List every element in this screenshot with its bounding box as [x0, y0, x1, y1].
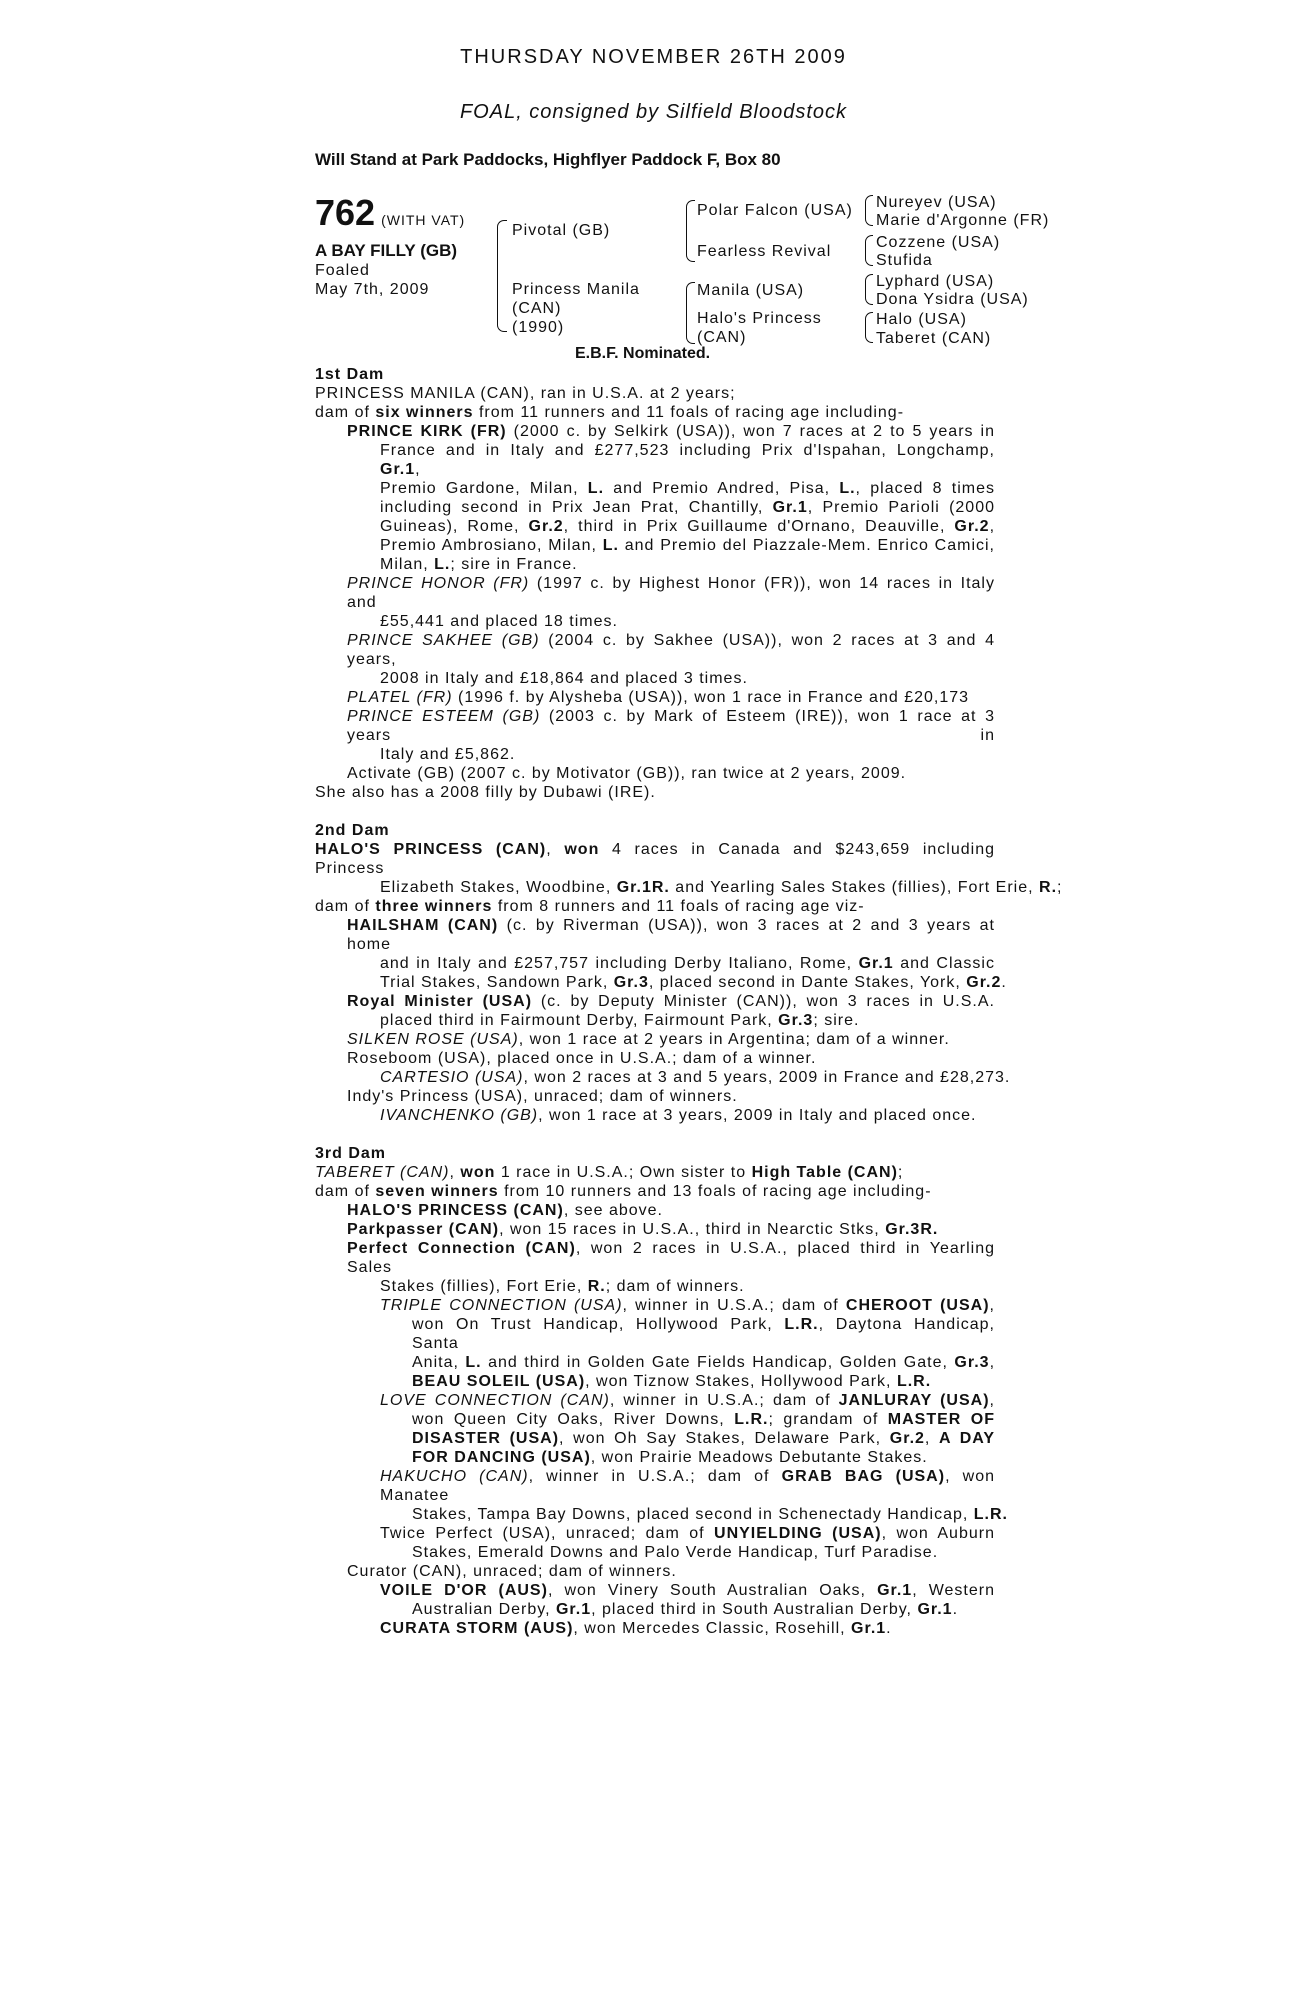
produce-entry-line: FOR DANCING (USA), won Prairie Meadows Debutante Stakes.	[412, 1449, 928, 1466]
produce-entry-line: placed third in Fairmount Derby, Fairmount Park, Gr.3; sire.	[380, 1012, 860, 1029]
section-gap	[315, 1125, 995, 1144]
pedigree-brace-dam	[686, 282, 695, 344]
first-dam-heading: 1st Dam	[315, 366, 385, 383]
pedigree-brace-main	[497, 220, 507, 332]
produce-entry-line: BEAU SOLEIL (USA), won Tiznow Stakes, Hollywood Park, L.R.	[412, 1373, 932, 1390]
pedigree-dam-year: (1990)	[512, 319, 565, 336]
second-dam-line: HALO'S PRINCESS (CAN), won 4 races in Canada and $243,659 including Princess	[315, 841, 996, 877]
foaled-date: May 7th, 2009	[315, 281, 430, 298]
second-dam-heading: 2nd Dam	[315, 822, 390, 839]
pedigree-dam-sire: Manila (USA)	[697, 282, 805, 299]
pedigree-dam-dam-name: Halo's Princess	[697, 310, 822, 327]
third-dam-line: TABERET (CAN), won 1 race in U.S.A.; Own sister to High Table (CAN);	[315, 1164, 904, 1181]
produce-entry-line: Stakes, Tampa Bay Downs, placed second in Schenectady Handicap, L.R.	[412, 1506, 1008, 1523]
pedigree-dam-name: Princess Manila	[512, 281, 640, 298]
produce-entry-line: £55,441 and placed 18 times.	[380, 613, 618, 630]
produce-entry: Roseboom (USA), placed once in U.S.A.; dam of a winner.	[347, 1050, 817, 1067]
sale-date: THURSDAY NOVEMBER 26TH 2009	[460, 46, 847, 68]
pedigree-brace-g1	[865, 195, 873, 226]
produce-entry: HAILSHAM (CAN) (c. by Riverman (USA)), won 3 races at 2 and 3 years at home	[347, 917, 996, 953]
produce-entry: PRINCE HONOR (FR) (1997 c. by Highest Honor (FR)), won 14 races in Italy and	[347, 575, 995, 611]
produce-entry-line: France and in Italy and £277,523 including Prix d'Ispahan, Longchamp, Gr.1,	[380, 442, 995, 478]
produce-entry: HAKUCHO (CAN), winner in U.S.A.; dam of GRAB BAG (USA), won Manatee	[380, 1468, 996, 1504]
produce-entry-line: Australian Derby, Gr.1, placed third in South Australian Derby, Gr.1.	[412, 1601, 959, 1618]
lot-header	[315, 192, 465, 234]
produce-entry-line: Stakes, Emerald Downs and Palo Verde Handicap, Turf Paradise.	[412, 1544, 939, 1561]
produce-entry: Activate (GB) (2007 c. by Motivator (GB)), ran twice at 2 years, 2009.	[347, 765, 907, 782]
stabling-location: Will Stand at Park Paddocks, Highflyer Paddock F, Box 80	[315, 150, 781, 169]
pedigree-ggs-6: Dona Ysidra (USA)	[876, 291, 1029, 308]
vat-note: (WITH VAT)	[381, 212, 466, 228]
pedigree-dam-country: (CAN)	[512, 300, 562, 317]
second-dam-line: Elizabeth Stakes, Woodbine, Gr.1R. and Yearling Sales Stakes (fillies), Fort Erie, R.;	[380, 879, 1063, 896]
produce-entry: Royal Minister (USA) (c. by Deputy Minister (CAN)), won 3 races in U.S.A.	[347, 993, 995, 1010]
pedigree-sire: Pivotal (GB)	[512, 222, 611, 239]
pedigree-ggs-5: Lyphard (USA)	[876, 273, 995, 290]
produce-entry-line: Milan, L.; sire in France.	[380, 556, 578, 573]
foaled-info	[315, 261, 429, 299]
produce-entry: LOVE CONNECTION (CAN), winner in U.S.A.; dam of JANLURAY (USA),	[380, 1392, 995, 1409]
produce-entry-line: 2008 in Italy and £18,864 and placed 3 times.	[380, 670, 748, 687]
pedigree-sire-sire: Polar Falcon (USA)	[697, 202, 853, 219]
produce-entry: CURATA STORM (AUS), won Mercedes Classic, Rosehill, Gr.1.	[380, 1620, 892, 1637]
produce-entry-line: DISASTER (USA), won Oh Say Stakes, Delaware Park, Gr.2, A DAY	[412, 1430, 995, 1447]
consignment-line: FOAL, consigned by Silfield Bloodstock	[459, 101, 848, 123]
pedigree-dam-dam-country: (CAN)	[697, 329, 747, 346]
produce-entry-line: Stakes (fillies), Fort Erie, R.; dam of winners.	[380, 1278, 745, 1295]
produce-note: She also has a 2008 filly by Dubawi (IRE).	[315, 784, 656, 801]
pedigree-brace-g2	[865, 235, 873, 266]
horse-name: A BAY FILLY (GB)	[315, 241, 458, 260]
produce-entry: Twice Perfect (USA), unraced; dam of UNYIELDING (USA), won Auburn	[380, 1525, 995, 1542]
produce-entry-line: Anita, L. and third in Golden Gate Fields Handicap, Golden Gate, Gr.3,	[412, 1354, 996, 1371]
pedigree-brace-g4	[865, 312, 873, 343]
produce-entry: CARTESIO (USA), won 2 races at 3 and 5 years, 2009 in France and £28,273.	[380, 1069, 1011, 1086]
foaled-label: Foaled	[315, 262, 370, 279]
pedigree-ggs-2: Marie d'Argonne (FR)	[876, 212, 1050, 229]
first-dam-produce-summary: dam of six winners from 11 runners and 11 foals of racing age including-	[315, 404, 905, 421]
produce-entry-line: won On Trust Handicap, Hollywood Park, L.R., Daytona Handicap, Santa	[412, 1316, 995, 1352]
first-dam-line: PRINCESS MANILA (CAN), ran in U.S.A. at 2 years;	[315, 385, 736, 402]
produce-entry: PRINCE ESTEEM (GB) (2003 c. by Mark of Esteem (IRE)), won 1 race at 3 years in	[347, 708, 995, 744]
pedigree-ggs-3: Cozzene (USA)	[876, 234, 1001, 251]
catalogue-body	[315, 365, 1063, 1638]
produce-entry: Parkpasser (CAN), won 15 races in U.S.A., third in Nearctic Stks, Gr.3R.	[347, 1221, 939, 1238]
produce-entry-line: Premio Gardone, Milan, L. and Premio Andred, Pisa, L., placed 8 times	[380, 480, 995, 497]
produce-entry: IVANCHENKO (GB), won 1 race at 3 years, 2009 in Italy and placed once.	[380, 1107, 977, 1124]
produce-entry-line: and in Italy and £257,757 including Derby Italiano, Rome, Gr.1 and Classic	[380, 955, 995, 972]
produce-entry: PLATEL (FR) (1996 f. by Alysheba (USA)), won 1 race in France and £20,173	[347, 689, 970, 706]
produce-entry-line: Trial Stakes, Sandown Park, Gr.3, placed second in Dante Stakes, York, Gr.2.	[380, 974, 1007, 991]
produce-entry-line: Guineas), Rome, Gr.2, third in Prix Guillaume d'Ornano, Deauville, Gr.2,	[380, 518, 996, 535]
pedigree-brace-g3	[865, 274, 873, 305]
produce-entry: PRINCE SAKHEE (GB) (2004 c. by Sakhee (USA)), won 2 races at 3 and 4 years,	[347, 632, 996, 668]
produce-entry: Perfect Connection (CAN), won 2 races in U.S.A., placed third in Yearling Sales	[347, 1240, 996, 1276]
second-dam-produce-summary: dam of three winners from 8 runners and 11 foals of racing age viz-	[315, 898, 865, 915]
ebf-nomination: E.B.F. Nominated.	[575, 345, 711, 362]
lot-number: 762	[315, 192, 376, 233]
pedigree-ggs-8: Taberet (CAN)	[876, 330, 992, 347]
produce-entry: TRIPLE CONNECTION (USA), winner in U.S.A.; dam of CHEROOT (USA),	[380, 1297, 995, 1314]
pedigree-sire-dam: Fearless Revival	[697, 243, 832, 260]
pedigree-ggs-7: Halo (USA)	[876, 311, 967, 328]
section-gap	[315, 802, 995, 821]
pedigree-dam	[512, 280, 640, 337]
produce-entry: Curator (CAN), unraced; dam of winners.	[347, 1563, 677, 1580]
produce-entry-line: Premio Ambrosiano, Milan, L. and Premio del Piazzale-Mem. Enrico Camici,	[380, 537, 995, 554]
third-dam-heading: 3rd Dam	[315, 1145, 387, 1162]
pedigree-brace-sire	[686, 200, 695, 262]
produce-entry-line: including second in Prix Jean Prat, Chantilly, Gr.1, Premio Parioli (2000	[380, 499, 996, 516]
pedigree-ggs-1: Nureyev (USA)	[876, 194, 997, 211]
produce-entry: SILKEN ROSE (USA), won 1 race at 2 years in Argentina; dam of a winner.	[347, 1031, 950, 1048]
third-dam-produce-summary: dam of seven winners from 10 runners and 13 foals of racing age including-	[315, 1183, 932, 1200]
produce-entry-line: Italy and £5,862.	[380, 746, 516, 763]
produce-entry: VOILE D'OR (AUS), won Vinery South Australian Oaks, Gr.1, Western	[380, 1582, 995, 1599]
produce-entry: Indy's Princess (USA), unraced; dam of winners.	[347, 1088, 738, 1105]
pedigree-ggs-4: Stufida	[876, 252, 933, 269]
produce-entry: PRINCE KIRK (FR) (2000 c. by Selkirk (USA)), won 7 races at 2 to 5 years in	[347, 423, 996, 440]
produce-entry-line: won Queen City Oaks, River Downs, L.R.; grandam of MASTER OF	[412, 1411, 996, 1428]
pedigree-dam-dam	[697, 309, 822, 347]
produce-entry: HALO'S PRINCESS (CAN), see above.	[347, 1202, 663, 1219]
